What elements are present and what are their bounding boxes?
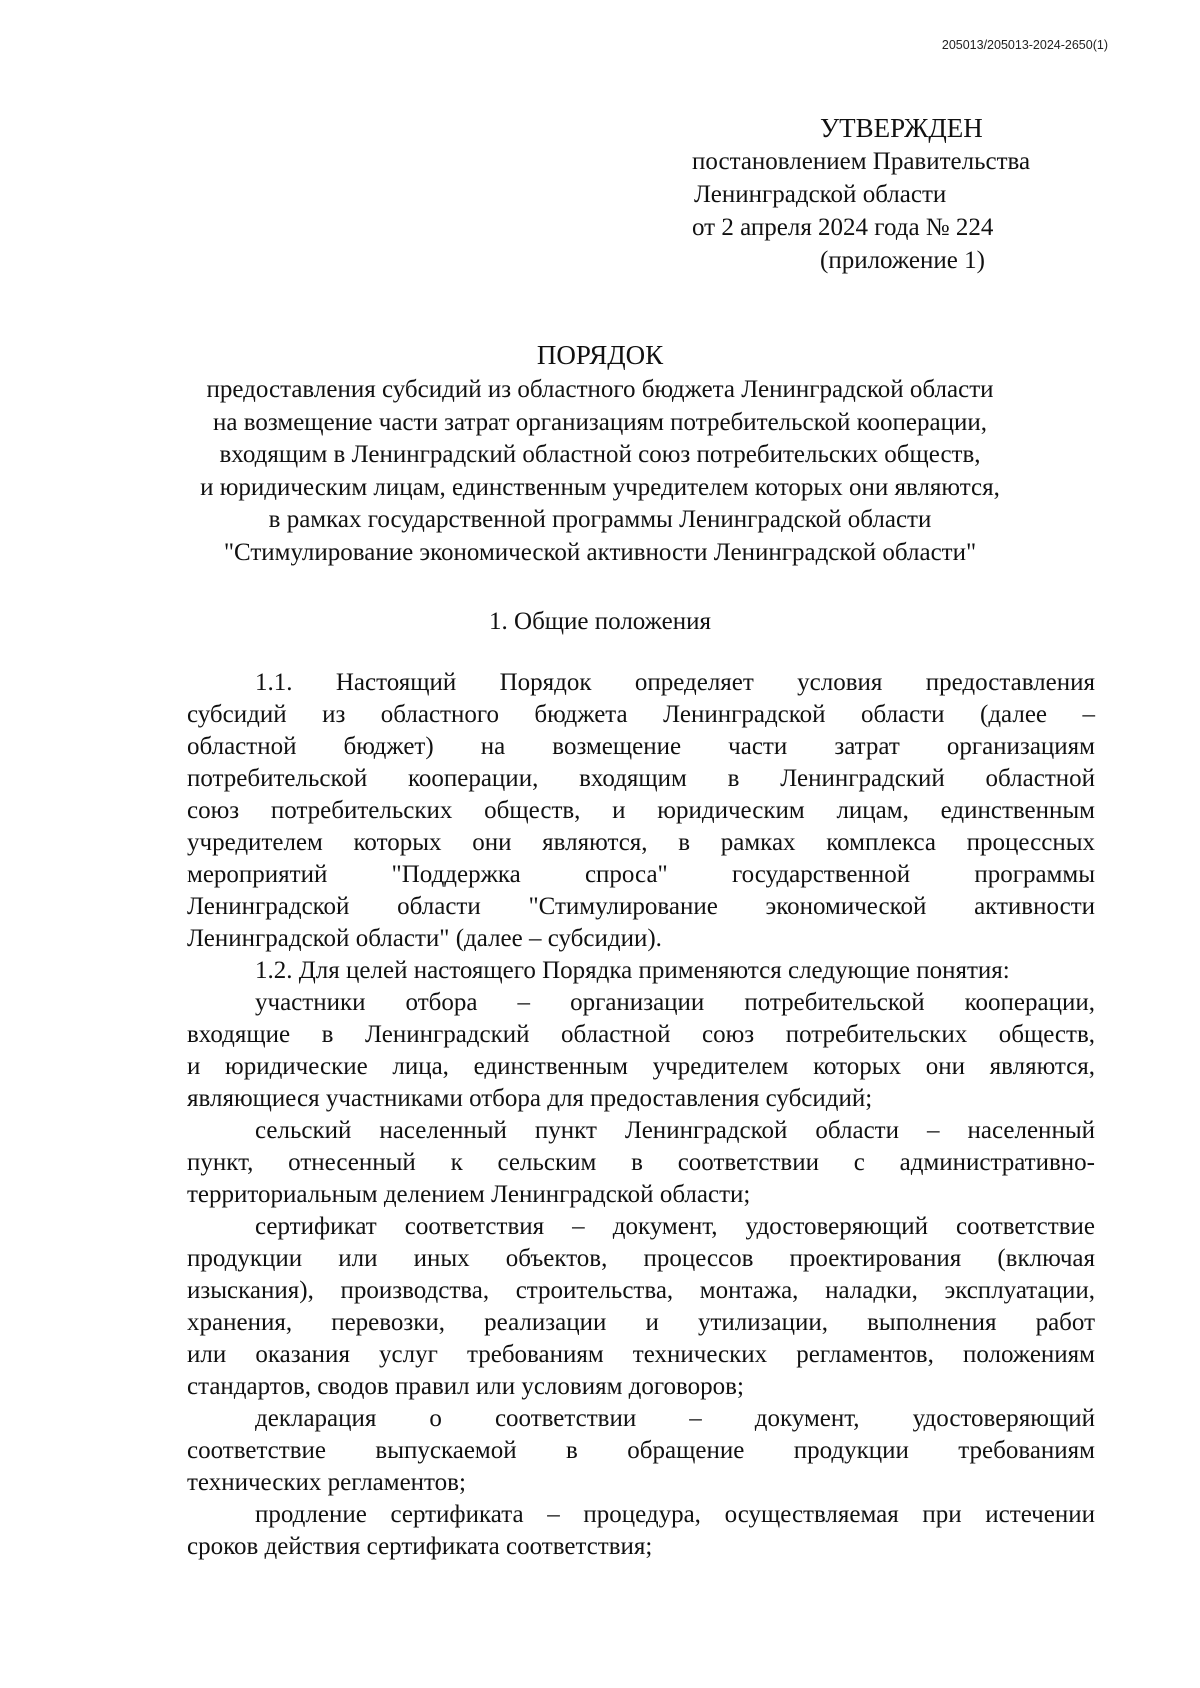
subtitle-line: и юридическим лицам, единственным учредителем которых они являются, — [200, 473, 1000, 501]
paragraph-line: или оказания услуг требованиям технических регламентов, положениям — [187, 1341, 1095, 1368]
approval-line: от 2 апреля 2024 года № 224 — [692, 214, 994, 241]
approval-stamp-block — [692, 112, 1112, 277]
paragraph-line: изыскания), производства, строительства, монтажа, наладки, эксплуатации, — [187, 1277, 1095, 1304]
body-paragraph — [187, 1499, 1095, 1563]
paragraph-line: областной бюджет) на возмещение части затрат организациям — [187, 733, 1095, 760]
document-body — [187, 667, 1095, 1563]
paragraph-line: территориальным делением Ленинградской области; — [187, 1181, 751, 1208]
section-heading: 1. Общие положения — [489, 608, 711, 635]
document-subtitle — [150, 374, 1050, 569]
paragraph-line: потребительской кооперации, входящим в Ленинградский областной — [187, 765, 1095, 792]
paragraph-line: технических регламентов; — [187, 1469, 466, 1496]
paragraph-line: учредителем которых они являются, в рамках комплекса процессных — [187, 829, 1095, 856]
paragraph-line: пункт, отнесенный к сельским в соответствии с административно- — [187, 1149, 1095, 1176]
paragraph-line: входящие в Ленинградский областной союз потребительских обществ, — [187, 1021, 1095, 1048]
body-paragraph — [187, 1211, 1095, 1403]
body-paragraph — [187, 667, 1095, 955]
paragraph-line: сроков действия сертификата соответствия; — [187, 1533, 653, 1560]
approval-heading: УТВЕРЖДЕН — [820, 113, 983, 143]
document-title: ПОРЯДОК — [536, 340, 664, 370]
subtitle-line: в рамках государственной программы Ленинградской области — [268, 506, 932, 533]
paragraph-line: субсидий из областного бюджета Ленинградской области (далее – — [187, 701, 1095, 728]
approval-line: Ленинградской области — [694, 181, 947, 208]
subtitle-line: входящим в Ленинградский областной союз потребительских обществ, — [219, 441, 981, 468]
paragraph-line: стандартов, сводов правил или условиям договоров; — [187, 1373, 744, 1400]
subtitle-line: на возмещение части затрат организациям потребительской кооперации, — [213, 408, 987, 436]
paragraph-line: 1.2. Для целей настоящего Порядка применяются следующие понятия: — [255, 957, 1010, 984]
paragraph-line: и юридические лица, единственным учредителем которых они являются, — [187, 1053, 1095, 1080]
paragraph-line: участники отбора – организации потребительской кооперации, — [255, 989, 1095, 1016]
subtitle-line: "Стимулирование экономической активности Ленинградской области" — [223, 538, 977, 566]
approval-line: постановлением Правительства — [692, 148, 1031, 175]
document-title-block — [150, 336, 1050, 569]
paragraph-line: союз потребительских обществ, и юридическим лицам, единственным — [187, 797, 1095, 824]
body-paragraph — [187, 1403, 1095, 1499]
body-paragraph — [187, 955, 1095, 987]
approval-line: (приложение 1) — [820, 247, 985, 274]
body-paragraph — [187, 1115, 1095, 1211]
paragraph-line: являющиеся участниками отбора для предоставления субсидий; — [187, 1085, 873, 1112]
paragraph-line: хранения, перевозки, реализации и утилизации, выполнения работ — [187, 1309, 1095, 1336]
paragraph-line: соответствие выпускаемой в обращение продукции требованиям — [187, 1437, 1095, 1464]
paragraph-line: декларация о соответствии – документ, удостоверяющий — [255, 1405, 1095, 1432]
document-registration-number: 205013/205013-2024-2650(1) — [941, 38, 1108, 52]
paragraph-line: Ленинградской области "Стимулирование экономической активности — [187, 893, 1095, 920]
paragraph-line: продление сертификата – процедура, осуществляемая при истечении — [255, 1501, 1095, 1528]
subtitle-line: предоставления субсидий из областного бюджета Ленинградской области — [206, 376, 994, 403]
paragraph-line: продукции или иных объектов, процессов проектирования (включая — [187, 1245, 1095, 1272]
paragraph-line: сельский населенный пункт Ленинградской области – населенный — [255, 1117, 1095, 1144]
paragraph-line: Ленинградской области" (далее – субсидии). — [187, 925, 662, 952]
paragraph-line: сертификат соответствия – документ, удостоверяющий соответствие — [255, 1213, 1095, 1240]
body-paragraph — [187, 987, 1095, 1115]
paragraph-line: 1.1. Настоящий Порядок определяет условия предоставления — [255, 669, 1095, 696]
paragraph-line: мероприятий "Поддержка спроса" государственной программы — [187, 861, 1095, 888]
